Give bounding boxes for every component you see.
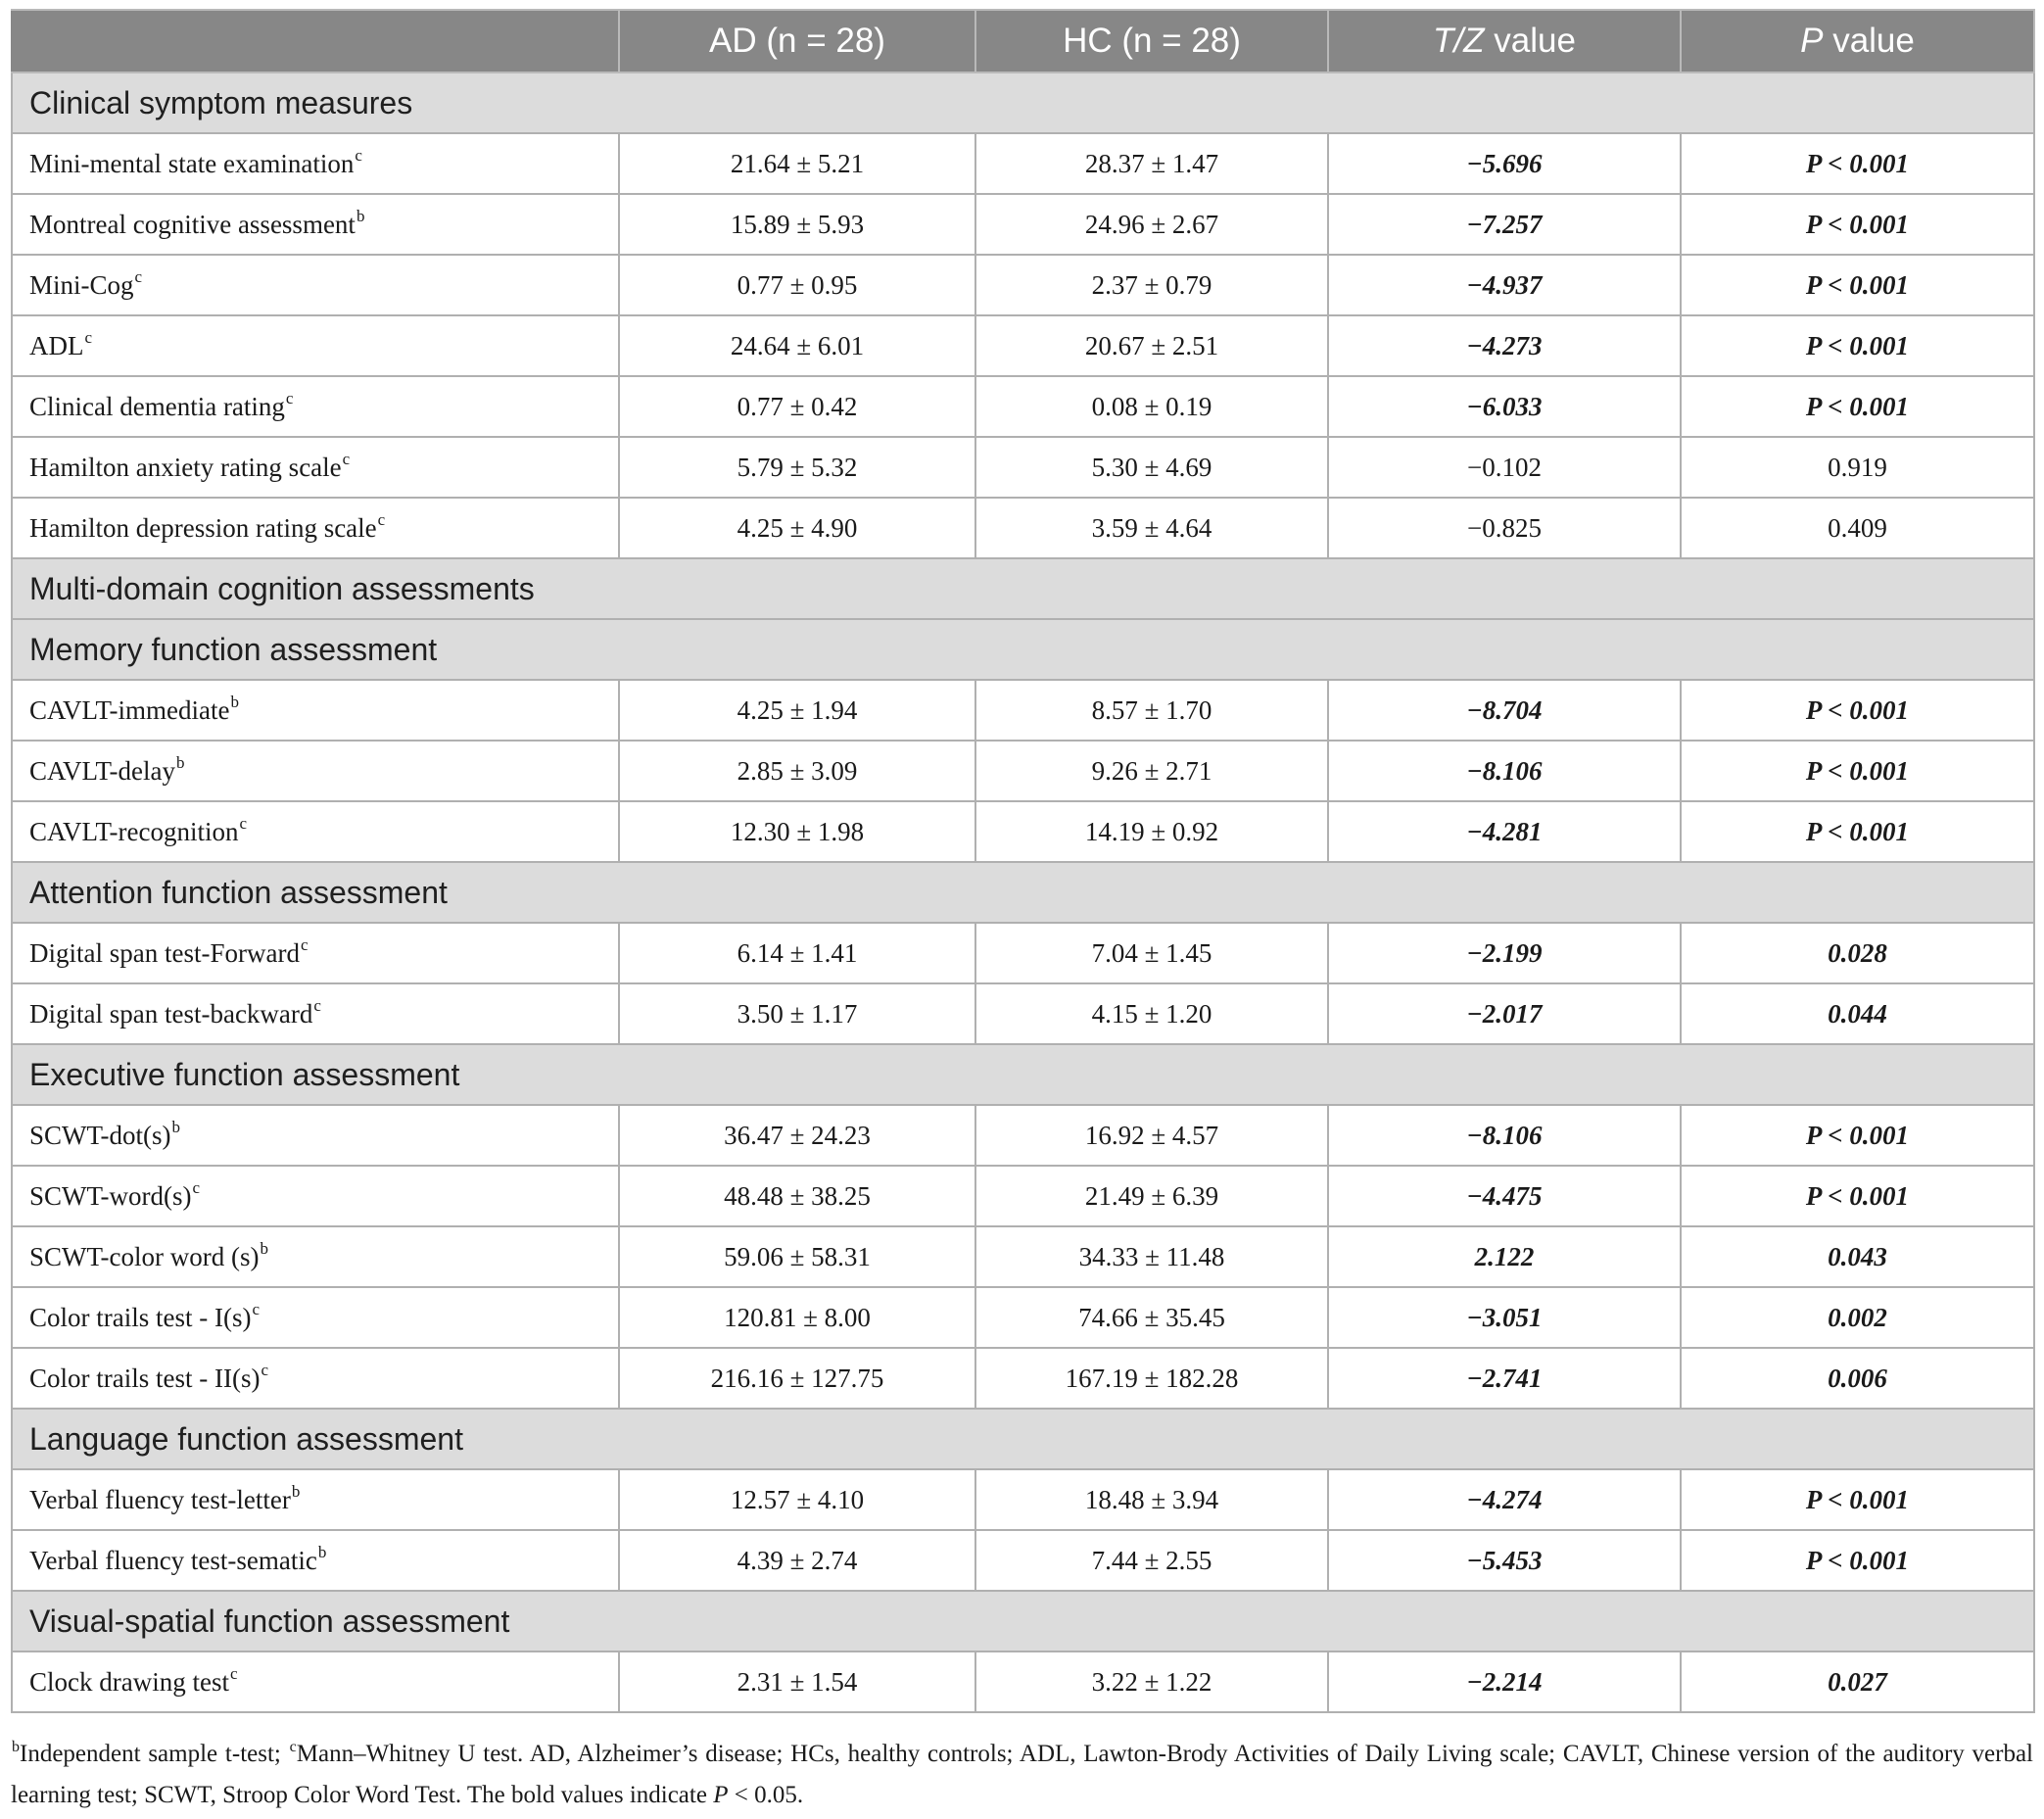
hc-value-cell: 7.44 ± 2.55: [975, 1530, 1328, 1591]
measure-test-superscript: c: [342, 449, 351, 468]
hc-value-cell: 16.92 ± 4.57: [975, 1105, 1328, 1166]
tz-value-cell: −2.199: [1328, 923, 1681, 983]
footnote-p-italic: P: [713, 1782, 729, 1808]
measure-cell: [12, 1166, 619, 1226]
measure-cell: [12, 1348, 619, 1409]
ad-value-cell: 12.57 ± 4.10: [619, 1469, 975, 1530]
header-tz-rest: value: [1484, 22, 1576, 60]
ad-value-cell: 0.77 ± 0.42: [619, 376, 975, 437]
measure-test-superscript: c: [285, 388, 294, 407]
measure-test-superscript: c: [261, 1360, 268, 1379]
p-value-cell: P < 0.001: [1681, 741, 2034, 801]
header-p-rest: value: [1823, 22, 1915, 60]
tz-value-cell: −7.257: [1328, 194, 1681, 255]
table-row: [12, 194, 2034, 255]
measure-label: Clock drawing test: [29, 1666, 229, 1697]
measure-cell: [12, 1287, 619, 1348]
ad-value-cell: 5.79 ± 5.32: [619, 437, 975, 498]
measure-cell: [12, 498, 619, 558]
measure-label: CAVLT-immediate: [29, 694, 230, 725]
table-row: [12, 1166, 2034, 1226]
measure-cell: [12, 1226, 619, 1287]
hc-value-cell: 3.22 ± 1.22: [975, 1651, 1328, 1712]
p-value-cell: P < 0.001: [1681, 1166, 2034, 1226]
p-value-cell: P < 0.001: [1681, 133, 2034, 194]
measure-test-superscript: b: [291, 1481, 301, 1501]
measure-test-superscript: c: [229, 1663, 238, 1683]
tz-value-cell: −4.273: [1328, 315, 1681, 376]
measure-test-superscript: b: [171, 1117, 181, 1136]
p-value-cell: P < 0.001: [1681, 194, 2034, 255]
hc-value-cell: 9.26 ± 2.71: [975, 741, 1328, 801]
tz-value-cell: −0.102: [1328, 437, 1681, 498]
table-row: [12, 923, 2034, 983]
measure-label: ADL: [29, 330, 84, 360]
p-value-cell: P < 0.001: [1681, 680, 2034, 741]
measure-cell: [12, 1651, 619, 1712]
measure-cell: [12, 1469, 619, 1530]
table-row: [12, 1226, 2034, 1287]
measure-label: Digital span test-backward: [29, 998, 313, 1029]
table-row: [12, 1348, 2034, 1409]
p-value-cell: P < 0.001: [1681, 1469, 2034, 1530]
table-footnote: [11, 1735, 2033, 1814]
measure-test-superscript: c: [355, 145, 362, 165]
ad-value-cell: 4.25 ± 4.90: [619, 498, 975, 558]
tz-value-cell: −8.704: [1328, 680, 1681, 741]
measure-label: Montreal cognitive assessment: [29, 209, 356, 239]
table-body: [12, 72, 2034, 1712]
p-value-cell: 0.002: [1681, 1287, 2034, 1348]
measure-label: Verbal fluency test-letter: [29, 1484, 291, 1514]
measure-label: Verbal fluency test-sematic: [29, 1545, 317, 1575]
header-tz: [1328, 10, 1681, 72]
header-measure: [12, 10, 619, 72]
section-title: Attention function assessment: [12, 862, 2034, 923]
p-value-cell: P < 0.001: [1681, 801, 2034, 862]
hc-value-cell: 3.59 ± 4.64: [975, 498, 1328, 558]
header-p: [1681, 10, 2034, 72]
table-row: [12, 498, 2034, 558]
measure-test-superscript: b: [356, 206, 365, 225]
hc-value-cell: 7.04 ± 1.45: [975, 923, 1328, 983]
table-row: [12, 437, 2034, 498]
measure-cell: [12, 983, 619, 1044]
measure-test-superscript: c: [84, 327, 93, 347]
measure-label: SCWT-color word (s): [29, 1241, 260, 1271]
hc-value-cell: 4.15 ± 1.20: [975, 983, 1328, 1044]
tz-value-cell: 2.122: [1328, 1226, 1681, 1287]
section-title: Executive function assessment: [12, 1044, 2034, 1105]
table-row: [12, 1651, 2034, 1712]
measure-cell: [12, 923, 619, 983]
ad-value-cell: 4.25 ± 1.94: [619, 680, 975, 741]
measure-label: Color trails test - I(s): [29, 1302, 252, 1332]
measure-test-superscript: b: [260, 1238, 268, 1258]
results-table: [11, 9, 2035, 1713]
ad-value-cell: 0.77 ± 0.95: [619, 255, 975, 315]
ad-value-cell: 6.14 ± 1.41: [619, 923, 975, 983]
hc-value-cell: 24.96 ± 2.67: [975, 194, 1328, 255]
measure-cell: [12, 255, 619, 315]
hc-value-cell: 14.19 ± 0.92: [975, 801, 1328, 862]
section-header-row: [12, 1591, 2034, 1651]
table-row: [12, 255, 2034, 315]
p-value-cell: 0.919: [1681, 437, 2034, 498]
measure-test-superscript: b: [230, 692, 240, 711]
hc-value-cell: 5.30 ± 4.69: [975, 437, 1328, 498]
footnote-text-c: Mann–Whitney U test. AD, Alzheimer’s disease; HCs, healthy controls; ADL, Lawton-Brody Activities of Daily Living scale; CAVLT, Chinese version of the auditory verbal learning test; SCWT, Stroop Color Word Test. The bold values indicate: [11, 1741, 2034, 1808]
measure-label: Hamilton depression rating scale: [29, 512, 377, 543]
measure-label: Color trails test - II(s): [29, 1363, 261, 1393]
hc-value-cell: 2.37 ± 0.79: [975, 255, 1328, 315]
tz-value-cell: −4.281: [1328, 801, 1681, 862]
p-value-cell: P < 0.001: [1681, 1105, 2034, 1166]
measure-cell: [12, 437, 619, 498]
section-header-row: [12, 619, 2034, 680]
ad-value-cell: 4.39 ± 2.74: [619, 1530, 975, 1591]
tz-value-cell: −4.475: [1328, 1166, 1681, 1226]
table-row: [12, 1105, 2034, 1166]
p-value-cell: 0.028: [1681, 923, 2034, 983]
measure-cell: [12, 680, 619, 741]
tz-value-cell: −3.051: [1328, 1287, 1681, 1348]
hc-value-cell: 18.48 ± 3.94: [975, 1469, 1328, 1530]
p-value-cell: P < 0.001: [1681, 255, 2034, 315]
table-row: [12, 133, 2034, 194]
tz-value-cell: −4.274: [1328, 1469, 1681, 1530]
section-title: Language function assessment: [12, 1409, 2034, 1469]
ad-value-cell: 2.31 ± 1.54: [619, 1651, 975, 1712]
ad-value-cell: 216.16 ± 127.75: [619, 1348, 975, 1409]
tz-value-cell: −2.214: [1328, 1651, 1681, 1712]
hc-value-cell: 74.66 ± 35.45: [975, 1287, 1328, 1348]
tz-value-cell: −8.106: [1328, 1105, 1681, 1166]
hc-value-cell: 28.37 ± 1.47: [975, 133, 1328, 194]
ad-value-cell: 36.47 ± 24.23: [619, 1105, 975, 1166]
section-header-row: [12, 72, 2034, 133]
ad-value-cell: 15.89 ± 5.93: [619, 194, 975, 255]
header-hc: HC (n = 28): [975, 10, 1328, 72]
measure-label: Hamilton anxiety rating scale: [29, 452, 342, 482]
header-p-italic: P: [1800, 22, 1824, 60]
table-row: [12, 680, 2034, 741]
p-value-cell: P < 0.001: [1681, 376, 2034, 437]
measure-label: Mini-mental state examination: [29, 148, 355, 178]
hc-value-cell: 8.57 ± 1.70: [975, 680, 1328, 741]
measure-label: Mini-Cog: [29, 269, 134, 300]
tz-value-cell: −0.825: [1328, 498, 1681, 558]
section-header-row: [12, 1409, 2034, 1469]
section-title: Memory function assessment: [12, 619, 2034, 680]
p-value-cell: P < 0.001: [1681, 315, 2034, 376]
tz-value-cell: −5.453: [1328, 1530, 1681, 1591]
table-row: [12, 1287, 2034, 1348]
measure-test-superscript: c: [300, 934, 309, 954]
p-value-cell: 0.027: [1681, 1651, 2034, 1712]
table-row: [12, 741, 2034, 801]
measure-cell: [12, 1530, 619, 1591]
header-ad: AD (n = 28): [619, 10, 975, 72]
measure-test-superscript: b: [176, 752, 185, 772]
measure-cell: [12, 741, 619, 801]
table-row: [12, 983, 2034, 1044]
table-row: [12, 801, 2034, 862]
table-row: [12, 1530, 2034, 1591]
tz-value-cell: −6.033: [1328, 376, 1681, 437]
hc-value-cell: 20.67 ± 2.51: [975, 315, 1328, 376]
ad-value-cell: 48.48 ± 38.25: [619, 1166, 975, 1226]
measure-cell: [12, 194, 619, 255]
tz-value-cell: −2.741: [1328, 1348, 1681, 1409]
measure-test-superscript: c: [313, 995, 321, 1015]
ad-value-cell: 3.50 ± 1.17: [619, 983, 975, 1044]
table-row: [12, 376, 2034, 437]
hc-value-cell: 34.33 ± 11.48: [975, 1226, 1328, 1287]
ad-value-cell: 12.30 ± 1.98: [619, 801, 975, 862]
p-value-cell: 0.409: [1681, 498, 2034, 558]
footnote-text-b: Independent sample t-test;: [20, 1741, 289, 1767]
measure-cell: [12, 376, 619, 437]
p-value-cell: 0.044: [1681, 983, 2034, 1044]
ad-value-cell: 120.81 ± 8.00: [619, 1287, 975, 1348]
p-value-cell: P < 0.001: [1681, 1530, 2034, 1591]
measure-test-superscript: c: [134, 266, 143, 286]
measure-test-superscript: c: [192, 1177, 201, 1197]
measure-test-superscript: c: [377, 509, 386, 529]
measure-label: Digital span test-Forward: [29, 937, 300, 968]
ad-value-cell: 21.64 ± 5.21: [619, 133, 975, 194]
section-header-row: [12, 558, 2034, 619]
tz-value-cell: −4.937: [1328, 255, 1681, 315]
section-title: Clinical symptom measures: [12, 72, 2034, 133]
footnote-text-end: < 0.05.: [728, 1782, 804, 1808]
measure-cell: [12, 801, 619, 862]
measure-test-superscript: c: [252, 1299, 261, 1318]
hc-value-cell: 167.19 ± 182.28: [975, 1348, 1328, 1409]
hc-value-cell: 0.08 ± 0.19: [975, 376, 1328, 437]
header-tz-italic: T/Z: [1433, 22, 1485, 60]
table-row: [12, 315, 2034, 376]
measure-test-superscript: c: [239, 813, 248, 833]
measure-cell: [12, 133, 619, 194]
measure-cell: [12, 315, 619, 376]
tz-value-cell: −5.696: [1328, 133, 1681, 194]
footnote-sup-b: b: [12, 1739, 20, 1755]
hc-value-cell: 21.49 ± 6.39: [975, 1166, 1328, 1226]
measure-label: CAVLT-recognition: [29, 816, 239, 846]
section-header-row: [12, 1044, 2034, 1105]
footnote-sup-c: c: [289, 1739, 297, 1755]
measure-label: CAVLT-delay: [29, 755, 176, 786]
tz-value-cell: −8.106: [1328, 741, 1681, 801]
measure-test-superscript: b: [317, 1542, 327, 1561]
tz-value-cell: −2.017: [1328, 983, 1681, 1044]
ad-value-cell: 2.85 ± 3.09: [619, 741, 975, 801]
section-title: Multi-domain cognition assessments: [12, 558, 2034, 619]
section-title: Visual-spatial function assessment: [12, 1591, 2034, 1651]
ad-value-cell: 24.64 ± 6.01: [619, 315, 975, 376]
measure-label: SCWT-dot(s): [29, 1120, 171, 1150]
measure-label: SCWT-word(s): [29, 1180, 192, 1211]
ad-value-cell: 59.06 ± 58.31: [619, 1226, 975, 1287]
p-value-cell: 0.043: [1681, 1226, 2034, 1287]
measure-label: Clinical dementia rating: [29, 391, 285, 421]
section-header-row: [12, 862, 2034, 923]
table-row: [12, 1469, 2034, 1530]
table-header-row: [12, 10, 2034, 72]
results-table-wrapper: [11, 9, 2033, 1713]
measure-cell: [12, 1105, 619, 1166]
p-value-cell: 0.006: [1681, 1348, 2034, 1409]
